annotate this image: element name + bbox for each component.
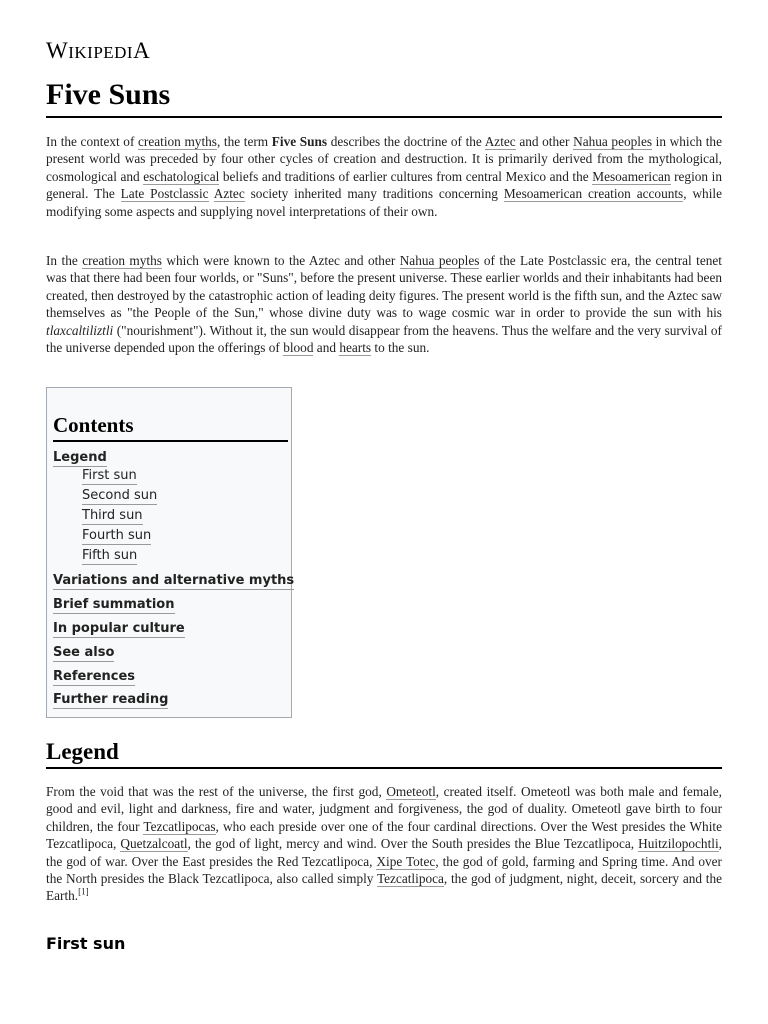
link-ometeotl[interactable]: Ometeotl (386, 784, 436, 799)
text: of the Late Postclassic era, the central tenet was that there had been four worlds, or "Suns", before the present universe. These earlier worlds and their inhabitants had been created, then destroyed by the catastrophic action of leading deity figures. The present world is the fifth sun, and the Aztec saw themselves as "the People of the Sun," whose divine duty was to wage cosmic war in order to provide the sun with his (46, 253, 722, 321)
reference-link-1[interactable]: [1] (78, 887, 89, 898)
toc-item-see-also[interactable]: See also (53, 645, 115, 660)
link-quetzalcoatl[interactable]: Quetzalcoatl (120, 836, 188, 852)
text: and (313, 340, 340, 356)
text: describes the doctrine of the (327, 134, 485, 149)
text: ("nourishment"). Without it, the sun would disappear from the heavens. Thus the welfare and the very survival of the universe depended upon the offerings of (46, 322, 722, 356)
toc-item-popular-culture[interactable]: In popular culture (53, 621, 185, 636)
text: , the god of war. Over the East presides the Red Tezcatlipoca, (46, 836, 722, 869)
table-of-contents (46, 387, 295, 718)
text: In the context of (46, 134, 139, 149)
link-huitzilopochtli[interactable]: Huitzilopochtli (638, 836, 719, 852)
link-aztec[interactable]: Aztec (484, 134, 516, 149)
link-creation-myths-2[interactable]: creation myths (82, 253, 162, 268)
toc-item-second-sun[interactable]: Second sun (82, 488, 158, 503)
text: From the void that was the rest of the universe, the first god, (46, 784, 387, 799)
toc-item-fifth-sun[interactable]: Fifth sun (82, 548, 138, 563)
text: , while modifying some aspects and supplying novel interpretations of their own. (46, 186, 722, 219)
link-aztec-2[interactable]: Aztec (213, 186, 245, 202)
text: and other (515, 134, 574, 149)
second-paragraph (46, 252, 722, 356)
text: , the god of judgment, night, deceit, sorcery and the Earth. (46, 871, 722, 904)
toc-item-third-sun[interactable]: Third sun (82, 508, 143, 523)
toc-item-first-sun[interactable]: First sun (82, 468, 137, 483)
link-mesoamerican-creation-accounts[interactable]: Mesoamerican creation accounts (503, 186, 684, 202)
section-heading-legend: Legend (46, 737, 722, 769)
intro-paragraph (46, 133, 722, 220)
bold-term: Five Suns (271, 134, 328, 149)
link-late-postclassic[interactable]: Late Postclassic (120, 186, 209, 202)
toc-item-legend[interactable]: Legend (53, 450, 107, 465)
text: beliefs and traditions of earlier cultures from central Mexico and the (219, 168, 593, 184)
toc-item-further-reading[interactable]: Further reading (53, 692, 169, 707)
link-eschatological[interactable]: eschatological (143, 168, 220, 184)
text: in which the present world was preceded by four other cycles of creation and destruction. It is primarily derived from the mythological, cosmological and (46, 134, 722, 184)
toc-title: Contents (53, 412, 288, 442)
link-nahua-peoples-2[interactable]: Nahua peoples (399, 253, 480, 268)
text (209, 186, 214, 201)
link-creation-myths[interactable]: creation myths (138, 134, 217, 149)
text: , created itself. Ometeotl was both male and female, good and evil, light and darkness, fire and water, judgment and forgiveness, the god of duality. Ometeotl gave birth to four children, the four (46, 784, 722, 834)
wikipedia-wordmark[interactable] (46, 38, 150, 64)
link-mesoamerican[interactable]: Mesoamerican (592, 168, 671, 184)
wordmark-initial: W (46, 38, 69, 63)
toc-item-variations[interactable]: Variations and alternative myths (53, 573, 295, 588)
link-tezcatlipoca[interactable]: Tezcatlipoca (376, 871, 444, 887)
text: society inherited many traditions concerning (244, 186, 504, 202)
text: which were known to the Aztec and other (161, 253, 400, 268)
wordmark-smallcaps: IKIPEDI (68, 43, 134, 62)
legend-paragraph (46, 783, 722, 905)
link-xipe-totec[interactable]: Xipe Totec (376, 853, 436, 869)
italic-term: tlaxcaltiliztli (46, 322, 114, 338)
section-heading-first-sun: First sun (46, 934, 126, 953)
link-tezcatlipocas[interactable]: Tezcatlipocas (143, 818, 216, 834)
text: region in general. The (46, 168, 722, 202)
link-blood[interactable]: blood (283, 340, 314, 356)
toc-item-fourth-sun[interactable]: Fourth sun (82, 528, 152, 543)
toc-item-references[interactable]: References (53, 669, 136, 684)
link-hearts[interactable]: hearts (339, 340, 372, 356)
text: to the sun. (371, 340, 430, 356)
wordmark-final: A (133, 38, 151, 63)
toc-item-brief-summation[interactable]: Brief summation (53, 597, 175, 612)
text: , the god of light, mercy and wind. Over the South presides the Blue Tezcatlipoca, (187, 836, 639, 852)
text: , who each preside over one of the four cardinal directions. Over the West presides the White Tezcatlipoca, (46, 818, 722, 852)
link-nahua-peoples[interactable]: Nahua peoples (573, 134, 653, 149)
text: , the god of gold, farming and Spring time. And over the North presides the Black Tezcatlipoca, also called simply (46, 853, 722, 887)
text: , the term (216, 134, 272, 149)
page-title: Five Suns (46, 76, 722, 118)
text: In the (46, 253, 83, 268)
